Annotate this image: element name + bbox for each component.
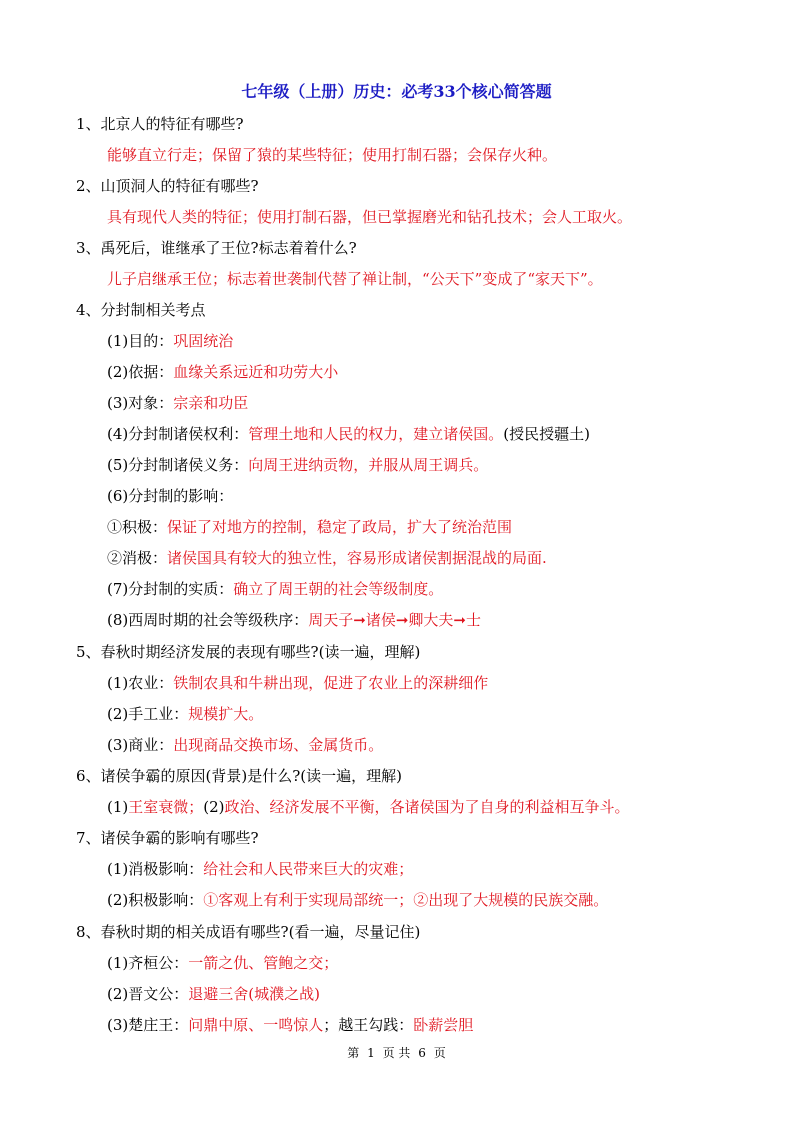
answer-text: 宗亲和功臣 xyxy=(173,394,249,412)
answer-line xyxy=(107,984,320,1004)
label-text: 3、禹死后，谁继承了王位?标志着着什么? xyxy=(76,239,357,257)
answer-text: 确立了周王朝的社会等级制度。 xyxy=(233,580,444,598)
answer-text: 具有现代人类的特征；使用打制石器，但已掌握磨光和钻孔技术；会人工取火。 xyxy=(107,208,633,226)
answer-text: 周天子➞诸侯➞卿大夫➞士 xyxy=(308,611,481,629)
question-line xyxy=(76,114,244,134)
answer-text: 管理土地和人民的权力，建立诸侯国。 xyxy=(248,425,504,443)
document-title: 七年级（上册）历史：必考33个核心简答题 xyxy=(241,82,552,101)
label-text: ；越王勾践： xyxy=(323,1016,414,1034)
label-text: (7)分封制的实质： xyxy=(107,580,234,598)
answer-line xyxy=(107,269,603,289)
footer-page-number: 1 xyxy=(367,1046,375,1060)
answer-line xyxy=(107,207,632,227)
label-text: 4、分封制相关考点 xyxy=(76,301,206,319)
question-line xyxy=(76,176,259,196)
answer-line xyxy=(107,735,383,755)
answer-line xyxy=(107,579,443,599)
label-text: (1)消极影响： xyxy=(107,860,204,878)
answer-text: 给社会和人民带来巨大的灾难； xyxy=(203,860,414,878)
answer-text: 巩固统治 xyxy=(173,332,234,350)
answer-line xyxy=(107,673,488,693)
label-text: (1)齐桓公： xyxy=(107,954,189,972)
answer-line xyxy=(107,1015,473,1035)
footer-prefix: 第 xyxy=(347,1046,360,1060)
answer-text: 向周王进纳贡物，并服从周王调兵。 xyxy=(248,456,489,474)
label-text: 8、春秋时期的相关成语有哪些?(看一遍，尽量记住) xyxy=(76,923,421,941)
answer-text: ①客观上有利于实现局部统一；②出现了大规模的民族交融。 xyxy=(203,891,609,909)
answer-text: 卧薪尝胆 xyxy=(413,1016,474,1034)
question-line xyxy=(76,238,357,258)
answer-text: 规模扩大。 xyxy=(188,705,264,723)
answer-line xyxy=(107,362,338,382)
question-line xyxy=(76,766,402,786)
answer-line xyxy=(107,610,481,630)
label-text: (4)分封制诸侯权利： xyxy=(107,425,249,443)
label-text: (2)手工业： xyxy=(107,705,189,723)
label-text: 1、北京人的特征有哪些? xyxy=(76,115,244,133)
label-text: ②消极： xyxy=(107,549,168,567)
label-text: (6)分封制的影响： xyxy=(107,487,234,505)
label-text: (3)对象： xyxy=(107,394,174,412)
answer-text: 政治、经济发展不平衡，各诸侯国为了自身的利益相互争斗。 xyxy=(224,798,630,816)
answer-text: 血缘关系远近和功劳大小 xyxy=(173,363,339,381)
answer-line xyxy=(107,424,590,444)
answer-line xyxy=(107,953,338,973)
answer-text: 一箭之仇、管鲍之交； xyxy=(188,954,339,972)
question-line xyxy=(76,828,259,848)
label-text: (2)依据： xyxy=(107,363,174,381)
label-text: (3)商业： xyxy=(107,736,174,754)
answer-text: 诸侯国具有较大的独立性，容易形成诸侯割据混战的局面. xyxy=(167,549,547,567)
label-text: (1)目的： xyxy=(107,332,174,350)
label-text: 7、诸侯争霸的影响有哪些? xyxy=(76,829,259,847)
answer-text: 能够直立行走；保留了猿的某些特征；使用打制石器；会保存火种。 xyxy=(107,146,558,164)
answer-line xyxy=(107,548,547,568)
answer-text: 铁制农具和牛耕出现，促进了农业上的深耕细作 xyxy=(173,674,489,692)
label-text: 6、诸侯争霸的原因(背景)是什么?(读一遍，理解) xyxy=(76,767,402,785)
label-text: (5)分封制诸侯义务： xyxy=(107,456,249,474)
answer-line xyxy=(107,797,630,817)
answer-line xyxy=(107,859,413,879)
answer-text: 儿子启继承王位；标志着世袭制代替了禅让制，“公天下”变成了“家天下”。 xyxy=(107,270,603,288)
answer-text: 王室衰微； xyxy=(128,798,204,816)
label-text: ①积极： xyxy=(107,518,168,536)
label-text: (授民授疆土) xyxy=(503,425,590,443)
answer-line xyxy=(107,486,233,506)
answer-text: 问鼎中原、一鸣惊人 xyxy=(188,1016,324,1034)
label-text: (3)楚庄王： xyxy=(107,1016,189,1034)
footer-suffix: 页 xyxy=(433,1046,446,1060)
answer-text: 保证了对地方的控制，稳定了政局，扩大了统治范围 xyxy=(167,518,513,536)
answer-line xyxy=(107,517,512,537)
footer-mid: 页 共 xyxy=(382,1046,411,1060)
answer-line xyxy=(107,393,248,413)
label-text: (2)晋文公： xyxy=(107,985,189,1003)
question-line xyxy=(76,300,206,320)
answer-line xyxy=(107,455,488,475)
label-text: 5、春秋时期经济发展的表现有哪些?(读一遍，理解) xyxy=(76,643,421,661)
answer-line xyxy=(107,890,608,910)
answer-text: 退避三舍(城濮之战) xyxy=(188,985,320,1003)
page-footer xyxy=(0,1045,793,1061)
label-text: (1)农业： xyxy=(107,674,174,692)
label-text: (2)积极影响： xyxy=(107,891,204,909)
label-text: (8)西周时期的社会等级秩序： xyxy=(107,611,309,629)
answer-line xyxy=(107,145,557,165)
footer-total-pages: 6 xyxy=(418,1046,426,1060)
question-line xyxy=(76,642,420,662)
label-text: (2) xyxy=(203,798,225,816)
label-text: (1) xyxy=(107,798,129,816)
answer-line xyxy=(107,331,233,351)
answer-line xyxy=(107,704,263,724)
question-line xyxy=(76,922,420,942)
label-text: 2、山顶洞人的特征有哪些? xyxy=(76,177,259,195)
answer-text: 出现商品交换市场、金属货币。 xyxy=(173,736,384,754)
